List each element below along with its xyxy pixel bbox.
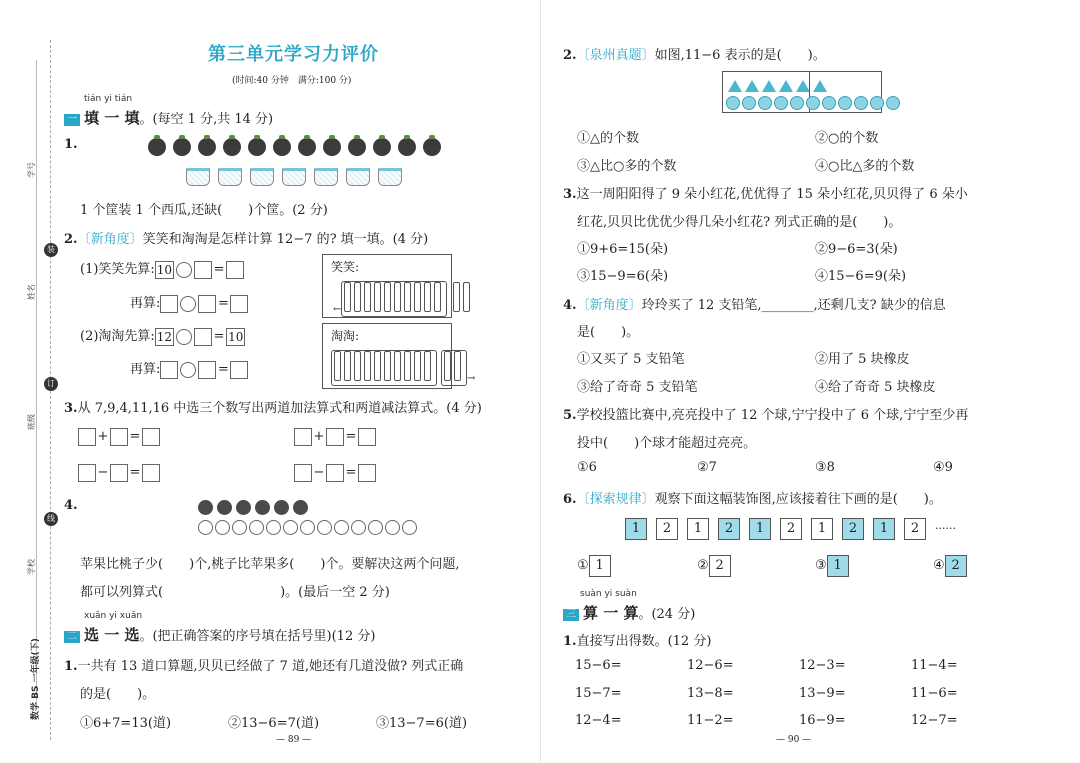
question-choice-5: 5.学校投篮比赛中,亮亮投中了 12 个球,宁宁投中了 6 个球,宁宁至少再 bbox=[563, 408, 969, 423]
answer-box[interactable] bbox=[230, 295, 248, 313]
calc-item[interactable]: 15−6= bbox=[575, 658, 622, 673]
binding-mark: 订 bbox=[44, 377, 58, 391]
option[interactable]: ④ 2 bbox=[933, 555, 967, 577]
answer-box[interactable] bbox=[358, 428, 376, 446]
question-2: 2.〔新角度〕笑笑和淘淘是怎样计算 12−7 的? 填一填。(4 分) bbox=[64, 232, 429, 247]
answer-box[interactable] bbox=[294, 428, 312, 446]
apple-row bbox=[198, 500, 312, 519]
answer-box[interactable] bbox=[326, 428, 344, 446]
calc-item[interactable]: 11−6= bbox=[911, 686, 958, 701]
option[interactable]: ① 1 bbox=[577, 555, 611, 577]
option[interactable]: ②○的个数 bbox=[815, 131, 879, 146]
side-label-name: 姓名 bbox=[27, 284, 36, 300]
calc-item[interactable]: 12−4= bbox=[575, 713, 622, 728]
section-number-badge: 三 bbox=[563, 609, 579, 621]
binding-mark: 装 bbox=[44, 243, 58, 257]
pattern-sequence bbox=[625, 517, 956, 540]
option[interactable]: ③8 bbox=[815, 460, 835, 475]
given-number: 10 bbox=[156, 262, 173, 277]
section-number-badge: 一 bbox=[64, 114, 80, 126]
calc-item[interactable]: 12−6= bbox=[687, 658, 734, 673]
option[interactable]: ④9 bbox=[933, 460, 953, 475]
section2-header: 二 选 一 选。(把正确答案的序号填在括号里)(12 分) bbox=[64, 624, 375, 645]
question-choice-2: 2.〔泉州真题〕如图,11−6 表示的是( )。 bbox=[563, 48, 826, 63]
option[interactable]: ③13−7=6(道) bbox=[376, 716, 468, 731]
section1-pinyin: tián yi tián bbox=[84, 94, 133, 104]
answer-box[interactable] bbox=[78, 464, 96, 482]
equation-row: (1)笑笑先算: 10 = bbox=[80, 258, 244, 279]
calc-item[interactable]: 15−7= bbox=[575, 686, 622, 701]
ellipsis: ······ bbox=[935, 522, 956, 535]
binding-mark: 线 bbox=[44, 512, 58, 526]
answer-box[interactable] bbox=[198, 361, 216, 379]
equation-row: (2)淘淘先算: 12 = 10 bbox=[80, 329, 244, 344]
question-text: 1 个筐装 1 个西瓜,还缺( )个筐。(2 分) bbox=[80, 203, 328, 218]
pattern-tile: 2 bbox=[718, 518, 740, 540]
option[interactable]: ①6+7=13(道) bbox=[80, 716, 172, 731]
section-title: 算 一 算 bbox=[583, 604, 639, 622]
question-tag: 〔新角度〕 bbox=[77, 232, 143, 247]
answer-box[interactable] bbox=[198, 295, 216, 313]
question-number: 1. bbox=[64, 137, 78, 152]
page-number: — 89 — bbox=[276, 735, 312, 745]
equation-row: 再算: = bbox=[130, 358, 248, 379]
section3-header: 三 算 一 算。(24 分) bbox=[563, 602, 695, 623]
section-points: (24 分) bbox=[651, 607, 696, 622]
option[interactable]: ④给了奇奇 5 块橡皮 bbox=[815, 380, 936, 395]
option[interactable]: ①△的个数 bbox=[577, 131, 639, 146]
option[interactable]: ② 2 bbox=[697, 555, 731, 577]
equation-row: 再算: = bbox=[130, 292, 248, 313]
watermelon-row bbox=[148, 138, 448, 160]
option[interactable]: ④○比△多的个数 bbox=[815, 159, 915, 174]
option[interactable]: ①又买了 5 支铅笔 bbox=[577, 352, 685, 367]
answer-box[interactable] bbox=[326, 464, 344, 482]
option[interactable]: ①6 bbox=[577, 460, 597, 475]
operator-circle[interactable] bbox=[180, 296, 196, 312]
calc-title: 1.直接写出得数。(12 分) bbox=[563, 634, 712, 649]
question-choice-1: 1.一共有 13 道口算题,贝贝已经做了 7 道,她还有几道没做? 列式正确 bbox=[64, 659, 464, 674]
operator-circle[interactable] bbox=[176, 262, 192, 278]
answer-box[interactable] bbox=[358, 464, 376, 482]
answer-box[interactable] bbox=[294, 464, 312, 482]
question-tag: 〔新角度〕 bbox=[576, 298, 642, 313]
page-title: 第三单元学习力评价 bbox=[208, 44, 379, 65]
answer-box[interactable] bbox=[160, 361, 178, 379]
side-label-class: 班级 bbox=[27, 414, 36, 430]
answer-box[interactable] bbox=[194, 261, 212, 279]
answer-box[interactable] bbox=[230, 361, 248, 379]
question-text: 投中( )个球才能超过亮亮。 bbox=[577, 436, 757, 451]
answer-box[interactable] bbox=[78, 428, 96, 446]
given-number: 10 bbox=[228, 329, 244, 344]
pattern-tile: 1 bbox=[873, 518, 895, 540]
calc-item[interactable]: 11−4= bbox=[911, 658, 958, 673]
question-text: 的是( )。 bbox=[80, 687, 156, 702]
question-3: 3.从 7,9,4,11,16 中选三个数写出两道加法算式和两道减法算式。(4 分) bbox=[64, 401, 482, 416]
equation-template: + = bbox=[78, 426, 160, 446]
pattern-tile: 2 bbox=[904, 518, 926, 540]
operator-circle[interactable] bbox=[180, 362, 196, 378]
question-choice-6: 6.〔探索规律〕观察下面这幅装饰图,应该接着往下画的是( )。 bbox=[563, 492, 942, 507]
exam-info: (时间:40 分钟 满分:100 分) bbox=[232, 76, 352, 86]
sticks-figure-taotao: 淘淘: → bbox=[322, 323, 452, 389]
question-text: 是( )。 bbox=[577, 325, 640, 340]
section3-pinyin: suàn yi suàn bbox=[580, 589, 637, 599]
section-title: 填 一 填 bbox=[84, 109, 140, 127]
option[interactable]: ③给了奇奇 5 支铅笔 bbox=[577, 380, 698, 395]
peach-row bbox=[198, 520, 419, 539]
answer-box[interactable] bbox=[110, 464, 128, 482]
answer-box[interactable] bbox=[226, 261, 244, 279]
option[interactable]: ②13−6=7(道) bbox=[228, 716, 320, 731]
option[interactable]: ③ 1 bbox=[815, 555, 849, 577]
option[interactable]: ②7 bbox=[697, 460, 717, 475]
option[interactable]: ②9−6=3(朵) bbox=[815, 242, 898, 257]
pattern-tile: 1 bbox=[687, 518, 709, 540]
section1-header: 一 填 一 填。(每空 1 分,共 14 分) bbox=[64, 107, 273, 128]
side-field-line bbox=[36, 60, 37, 710]
equation-template: − = bbox=[78, 462, 160, 482]
calc-item[interactable]: 13−9= bbox=[799, 686, 846, 701]
page-number: — 90 — bbox=[776, 735, 812, 745]
answer-box[interactable] bbox=[194, 328, 212, 346]
pattern-tile: 1 bbox=[625, 518, 647, 540]
equation-template: − = bbox=[294, 462, 376, 482]
answer-box[interactable] bbox=[142, 428, 160, 446]
question-text: 苹果比桃子少( )个,桃子比苹果多( )个。要解决这两个问题, bbox=[80, 557, 460, 572]
pattern-tile: 1 bbox=[749, 518, 771, 540]
sticks-figure-xiaoxiao: 笑笑: ← bbox=[322, 254, 452, 318]
side-label-student-id: 学号 bbox=[27, 162, 36, 178]
answer-box[interactable] bbox=[110, 428, 128, 446]
question-tag: 〔泉州真题〕 bbox=[576, 48, 655, 63]
pattern-tile: 2 bbox=[780, 518, 802, 540]
book-spine-label: 数学 BS 一年级(下) bbox=[31, 638, 41, 720]
section-points: (把正确答案的序号填在括号里)(12 分) bbox=[152, 629, 376, 644]
section2-pinyin: xuǎn yi xuǎn bbox=[84, 611, 143, 621]
option[interactable]: ③△比○多的个数 bbox=[577, 159, 677, 174]
side-label-school: 学校 bbox=[27, 559, 36, 575]
question-number: 4. bbox=[64, 498, 78, 513]
pattern-tile: 2 bbox=[656, 518, 678, 540]
shapes-figure bbox=[722, 71, 882, 113]
question-choice-3: 3.这一周阳阳得了 9 朵小红花,优优得了 15 朵小红花,贝贝得了 6 朵小 bbox=[563, 187, 968, 202]
section-title: 选 一 选 bbox=[84, 626, 140, 644]
operator-circle[interactable] bbox=[176, 329, 192, 345]
option[interactable]: ①9+6=15(朵) bbox=[577, 242, 669, 257]
pattern-tile: 1 bbox=[811, 518, 833, 540]
question-text: 红花,贝贝比优优少得几朵小红花? 列式正确的是( )。 bbox=[577, 215, 902, 230]
calc-item[interactable]: 12−7= bbox=[911, 713, 958, 728]
question-text: 都可以列算式( )。(最后一空 2 分) bbox=[80, 585, 390, 600]
option[interactable]: ③15−9=6(朵) bbox=[577, 269, 669, 284]
calc-item[interactable]: 12−3= bbox=[799, 658, 846, 673]
answer-box[interactable] bbox=[160, 295, 178, 313]
basket-row bbox=[186, 168, 410, 190]
option[interactable]: ②用了 5 块橡皮 bbox=[815, 352, 910, 367]
calc-item[interactable]: 16−9= bbox=[799, 713, 846, 728]
given-number: 12 bbox=[156, 329, 173, 344]
section-number-badge: 二 bbox=[64, 631, 80, 643]
page-gutter bbox=[540, 0, 541, 763]
calc-item[interactable]: 13−8= bbox=[687, 686, 734, 701]
equation-template: + = bbox=[294, 426, 376, 446]
pattern-tile: 2 bbox=[842, 518, 864, 540]
option[interactable]: ④15−6=9(朵) bbox=[815, 269, 907, 284]
calc-item[interactable]: 11−2= bbox=[687, 713, 734, 728]
question-choice-4: 4.〔新角度〕玲玲买了 12 支铅笔,________,还剩几支? 缺少的信息 bbox=[563, 298, 946, 313]
section-points: (每空 1 分,共 14 分) bbox=[152, 112, 274, 127]
answer-box[interactable] bbox=[142, 464, 160, 482]
question-tag: 〔探索规律〕 bbox=[576, 492, 655, 507]
